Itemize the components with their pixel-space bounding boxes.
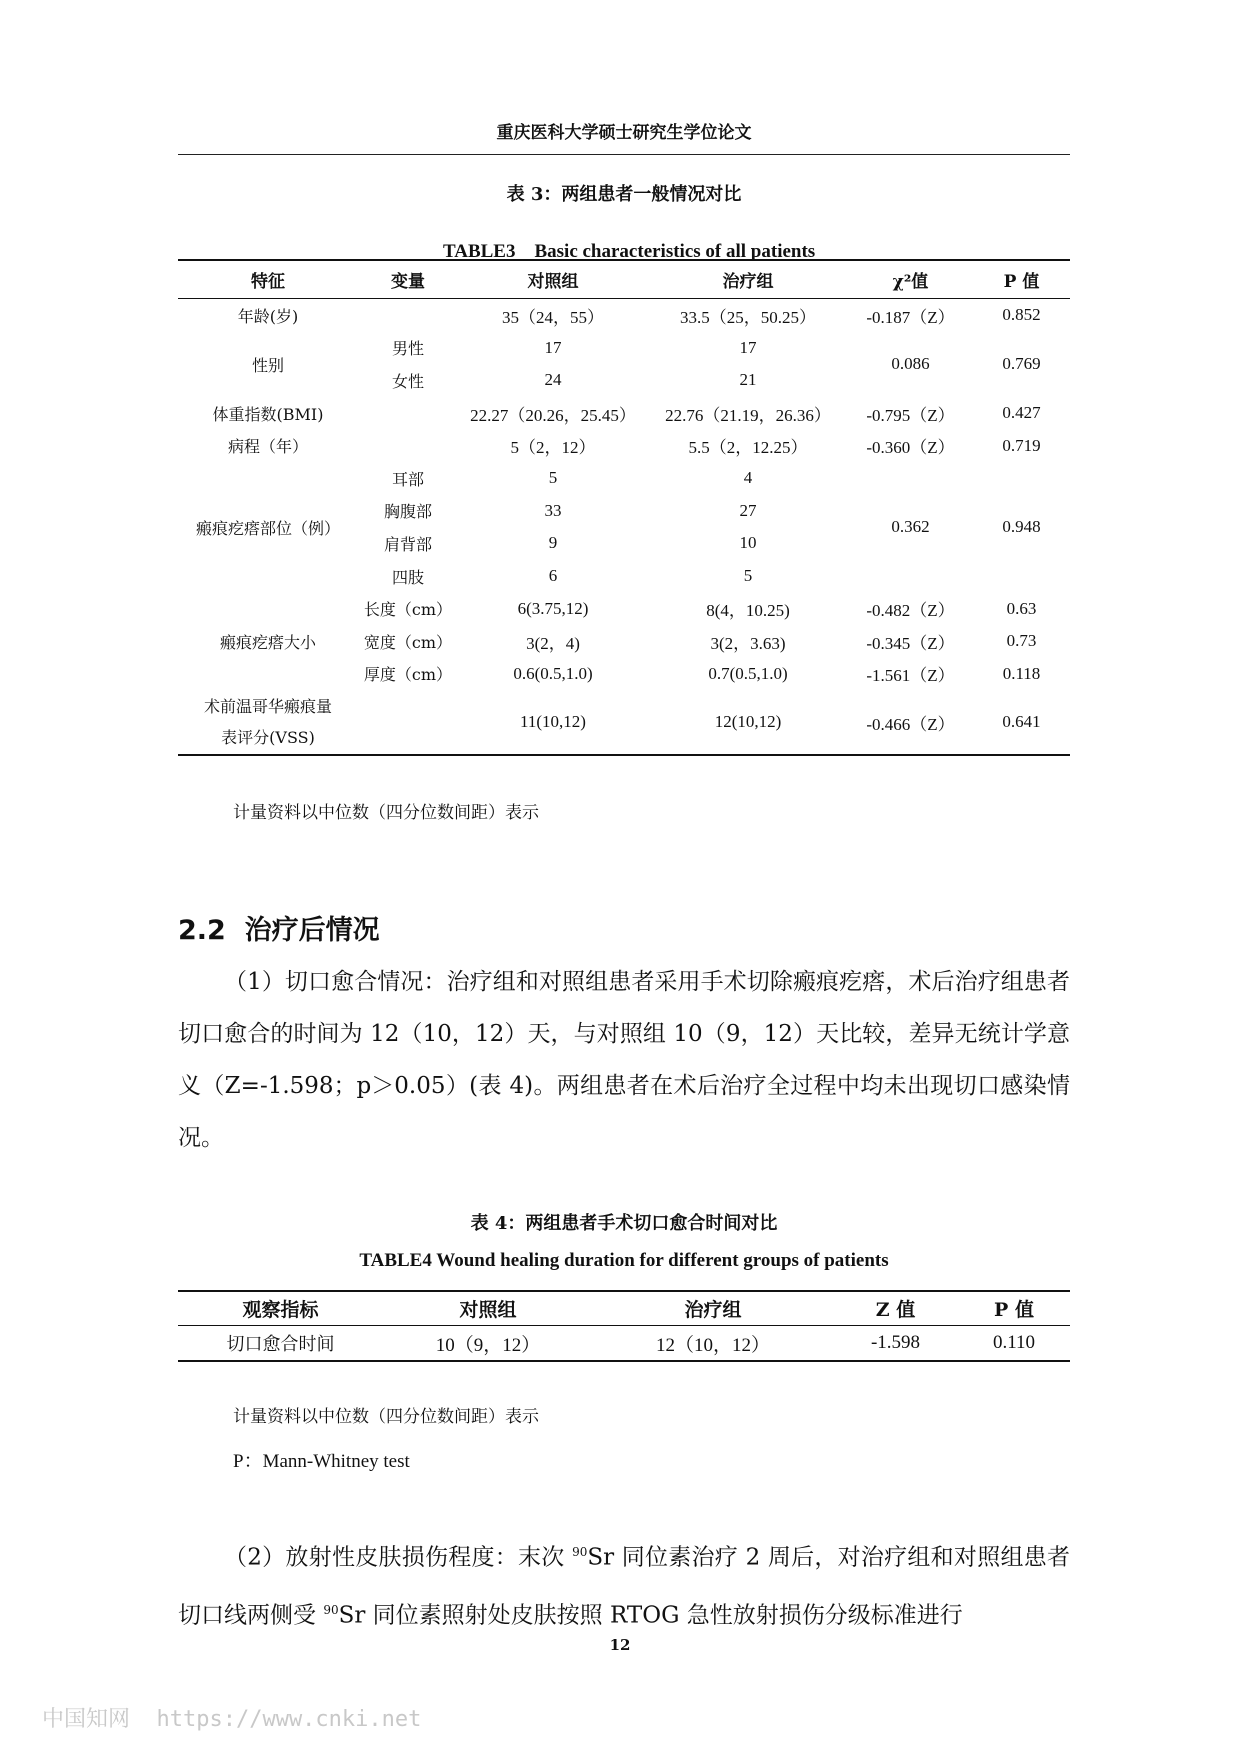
variable-cell: 肩背部 bbox=[383, 534, 432, 554]
p-cell: 0.719 bbox=[1002, 435, 1041, 455]
variable-cell: 男性 bbox=[391, 339, 424, 359]
variable-cell bbox=[358, 690, 458, 755]
paragraph-wound-healing: （1）切口愈合情况：治疗组和对照组患者采用手术切除瘢痕疙瘩，术后治疗组患者切口愈合的时间为 12（10，12）天，与对照组 10（9，12）天比较，差异无统计学意义（Z=-1.598；p＞0.05）(表 4)。两组患者在术后治疗全过程中均未出现切口感染情况。 bbox=[178, 969, 1070, 1151]
stat-cell: -0.345（Z） bbox=[866, 633, 955, 653]
stat-cell: -0.187（Z） bbox=[866, 307, 955, 327]
table-row bbox=[178, 592, 1070, 625]
stat-cell: -0.482（Z） bbox=[866, 601, 955, 621]
table4-header: Z 值 bbox=[833, 1291, 958, 1326]
p-cell: 0.641 bbox=[1002, 712, 1041, 732]
variable-cell: 胸腹部 bbox=[383, 502, 432, 522]
table-row bbox=[178, 462, 1070, 495]
treatment-cell: 5.5（2，12.25） bbox=[688, 438, 808, 458]
z-cell: -1.598 bbox=[870, 1332, 921, 1353]
stat-cell: -0.466（Z） bbox=[866, 714, 955, 734]
p-cell: 0.110 bbox=[992, 1332, 1036, 1353]
thesis-header: 重庆医科大学硕士研究生学位论文 bbox=[178, 118, 1070, 155]
table3-header: 治疗组 bbox=[648, 260, 848, 299]
stat-cell: -0.795（Z） bbox=[866, 405, 955, 425]
control-cell: 10（9，12） bbox=[435, 1334, 541, 1356]
table-row bbox=[178, 332, 1070, 365]
feature-cell: 年龄(岁) bbox=[237, 306, 299, 326]
table-row bbox=[178, 1326, 1070, 1362]
table4-header: 观察指标 bbox=[178, 1291, 383, 1326]
control-cell: 6(3.75,12) bbox=[517, 598, 589, 618]
feature-cell: 性别 bbox=[251, 355, 284, 375]
variable-cell: 长度（cm） bbox=[363, 600, 453, 620]
treatment-cell: 5 bbox=[743, 566, 753, 586]
table4-header: 治疗组 bbox=[593, 1291, 833, 1326]
p-cell: 0.73 bbox=[1006, 631, 1037, 651]
table3-header-row bbox=[178, 260, 1070, 299]
table3-header: P 值 bbox=[973, 260, 1070, 299]
table4-header: P 值 bbox=[958, 1291, 1070, 1326]
treatment-cell: 33.5（25，50.25） bbox=[680, 307, 816, 327]
stat-cell: 0.086 bbox=[891, 354, 930, 374]
control-cell: 11(10,12) bbox=[520, 712, 586, 732]
control-cell: 6 bbox=[548, 566, 558, 586]
variable-cell bbox=[358, 429, 458, 462]
table4-header-row bbox=[178, 1291, 1070, 1326]
table4-caption-cn: 表 4：两组患者手术切口愈合时间对比 bbox=[470, 1213, 778, 1234]
variable-cell: 耳部 bbox=[391, 469, 424, 489]
feature-cell bbox=[178, 690, 358, 755]
stat-cell: 0.362 bbox=[891, 517, 930, 537]
treatment-cell: 4 bbox=[743, 468, 753, 488]
table-row bbox=[178, 299, 1070, 332]
treatment-cell: 3(2，3.63) bbox=[710, 633, 786, 653]
table4-note: 计量资料以中位数（四分位数间距）表示 bbox=[233, 1407, 539, 1427]
treatment-cell: 12(10,12) bbox=[714, 712, 782, 732]
control-cell: 35（24，55） bbox=[502, 307, 604, 327]
variable-cell: 厚度（cm） bbox=[363, 665, 453, 685]
table4-test-note: P：Mann-Whitney test bbox=[233, 1451, 410, 1472]
control-cell: 5（2，12） bbox=[510, 438, 596, 458]
table3-caption-cn: 表 3：两组患者一般情况对比 bbox=[506, 184, 742, 205]
variable-cell: 宽度（cm） bbox=[363, 632, 453, 652]
stat-cell: -1.561（Z） bbox=[866, 666, 955, 686]
control-cell: 0.6(0.5,1.0) bbox=[513, 663, 593, 683]
treatment-cell: 8(4，10.25) bbox=[706, 601, 790, 621]
treatment-cell: 21 bbox=[739, 370, 757, 390]
p-cell: 0.427 bbox=[1002, 403, 1041, 423]
control-cell: 17 bbox=[544, 337, 562, 357]
p-cell: 0.769 bbox=[1002, 354, 1041, 374]
page-number: 12 bbox=[609, 1636, 631, 1654]
table4 bbox=[178, 1290, 1070, 1362]
feature-cell: 病程（年） bbox=[227, 437, 308, 457]
table3-header: 对照组 bbox=[458, 260, 648, 299]
control-cell: 22.27（20.26，25.45） bbox=[470, 405, 636, 425]
treatment-cell: 0.7(0.5,1.0) bbox=[708, 663, 788, 683]
table-row bbox=[178, 397, 1070, 430]
table4-header: 对照组 bbox=[383, 1291, 593, 1326]
table-row bbox=[178, 690, 1070, 755]
stat-cell: -0.360（Z） bbox=[866, 438, 955, 458]
table3-header: 特征 bbox=[178, 260, 358, 299]
variable-cell: 女性 bbox=[391, 371, 424, 391]
paragraph-radiation-injury: （2）放射性皮肤损伤程度：末次 $^{90}$Sr 同位素治疗 2 周后，对治疗组和对照组患者切口线两侧受 $^{90}$Sr 同位素照射处皮肤按照 RTOG 急性放射损伤分级标准进行 bbox=[178, 1544, 1070, 1629]
control-cell: 5 bbox=[548, 468, 558, 488]
feature-cell: 瘢痕疙瘩大小 bbox=[219, 632, 316, 652]
table3-caption-en: TABLE3 Basic characteristics of all patients bbox=[442, 241, 816, 262]
p-cell: 0.948 bbox=[1002, 517, 1041, 537]
treatment-cell: 22.76（21.19，26.36） bbox=[665, 405, 831, 425]
table3-note: 计量资料以中位数（四分位数间距）表示 bbox=[233, 803, 539, 823]
feature-cell: 体重指数(BMI) bbox=[212, 404, 324, 424]
cnki-watermark: 中国知网 https://www.cnki.net bbox=[42, 1707, 422, 1732]
section-title: 2.2 治疗后情况 bbox=[178, 915, 380, 946]
feature-line: 术前温哥华瘢痕量 bbox=[203, 697, 332, 717]
control-cell: 33 bbox=[544, 500, 562, 520]
table3-header: χ²值 bbox=[848, 260, 973, 299]
control-cell: 3(2，4) bbox=[526, 633, 580, 653]
p-cell: 0.118 bbox=[1002, 663, 1041, 683]
control-cell: 24 bbox=[544, 370, 562, 390]
treatment-cell: 17 bbox=[739, 337, 757, 357]
treatment-cell: 12（10，12） bbox=[655, 1334, 770, 1356]
feature-line: 表评分(VSS) bbox=[221, 728, 315, 748]
variable-cell bbox=[358, 299, 458, 332]
variable-cell: 四肢 bbox=[391, 567, 424, 587]
variable-cell bbox=[358, 397, 458, 430]
control-cell: 9 bbox=[548, 533, 558, 553]
table-row bbox=[178, 429, 1070, 462]
indicator-cell: 切口愈合时间 bbox=[226, 1334, 335, 1355]
p-cell: 0.63 bbox=[1006, 598, 1037, 618]
table3 bbox=[178, 259, 1070, 756]
treatment-cell: 27 bbox=[739, 500, 757, 520]
p-cell: 0.852 bbox=[1002, 305, 1041, 325]
table4-caption-en: TABLE4 Wound healing duration for different groups of patients bbox=[359, 1250, 889, 1271]
feature-cell: 瘢痕疙瘩部位（例） bbox=[195, 518, 340, 538]
table3-header: 变量 bbox=[358, 260, 458, 299]
treatment-cell: 10 bbox=[739, 533, 757, 553]
